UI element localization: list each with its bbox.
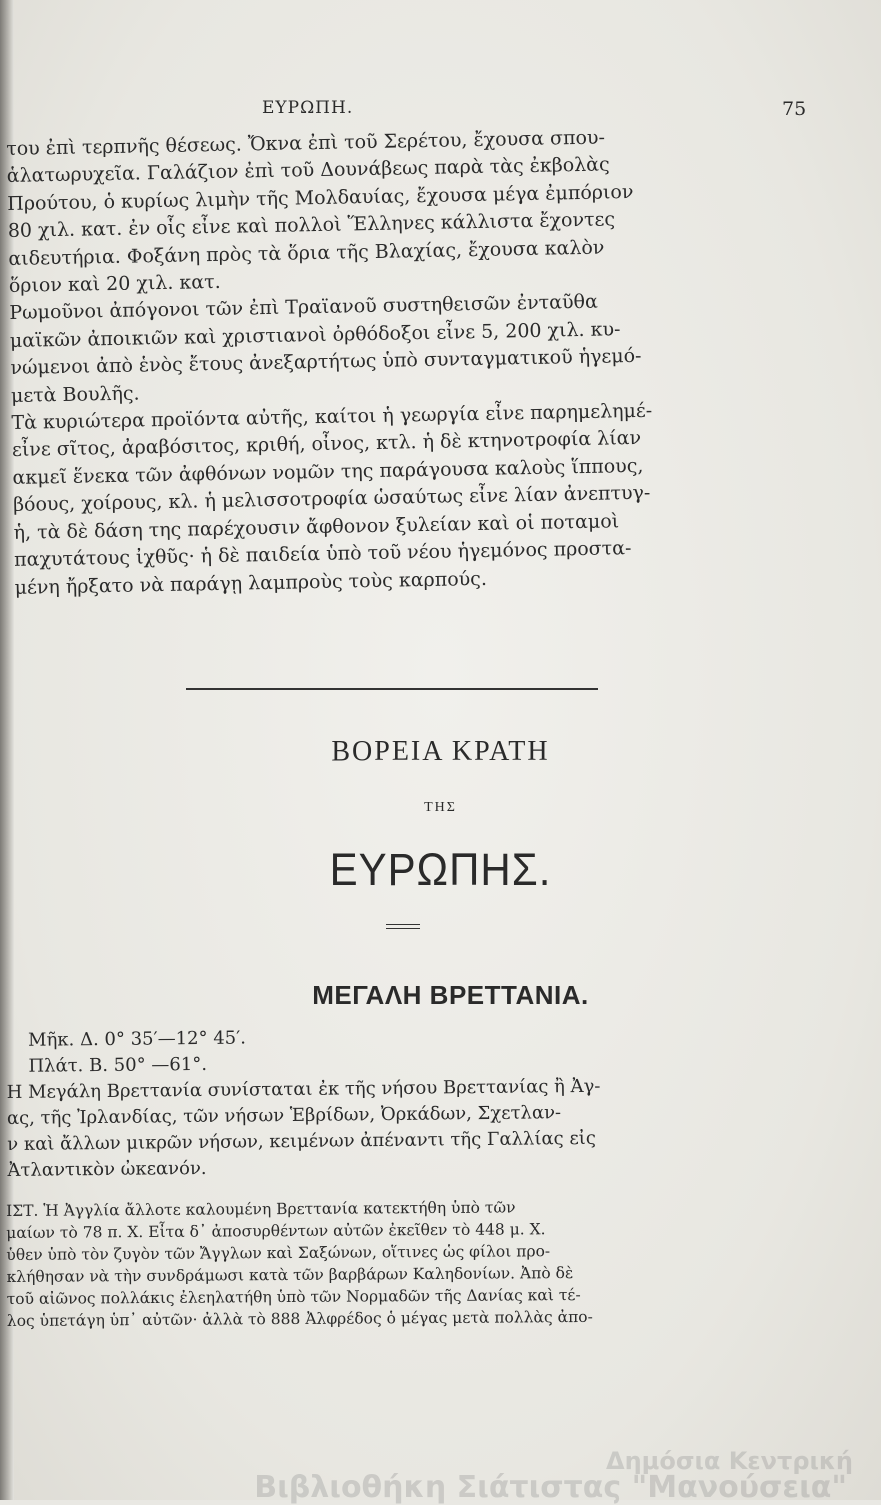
library-watermark-line1: Δημόσια Κεντρική (606, 1447, 853, 1475)
paragraph-history (6, 1195, 697, 1332)
text-line: εἶνε σῖτος, ἀραβόσιτος, κριθή, οἶνος, κτλ. ἡ δὲ κτηνοτροφία λίαν (11, 427, 642, 462)
text-line: Η Μεγάλη Βρεττανία συνίσταται ἐκ τῆς νήσου Βρεττανίας ἢ Ἀγ- (6, 1075, 601, 1103)
text-line: Προύτου, ὁ κυρίως λιμὴν τῆς Μολδαυίας, ἔχουσα μέγα ἐμπόριον (7, 180, 634, 215)
text-line: Πλάτ. Β. 50° —61°. (28, 1053, 208, 1077)
text-line: 80 χιλ. κατ. ἐν οἷς εἶνε καὶ πολλοὶ Ἕλληνες κάλλιστα ἔχοντες (7, 208, 616, 243)
text-line: τοῦ αἰῶνος πολλάκις ἐλεηλατήθη ὑπὸ τῶν Νορμαδῶν τῆς Δανίας καὶ τέ- (6, 1285, 581, 1308)
section-heading-line1: ΒΟΡΕΙΑ ΚΡΑΤΗ (331, 736, 550, 767)
text-line: ας, τῆς Ἰρλανδίας, τῶν νήσων Ἑβρίδων, Ὀρκάδων, Σχετλαν- (6, 1102, 562, 1129)
section-rule-top (186, 688, 598, 690)
text-line: Ρωμοῦνοι ἀπόγονοι τῶν ἐπὶ Τραϊανοῦ συστηθεισῶν ἐνταῦθα (9, 291, 599, 325)
text-line: μετὰ Βουλῆς. (10, 382, 140, 407)
text-line: ακμεῖ ἕνεκα τῶν ἀφθόνων νομῶν της παράγουσα καλοὺς ἵππους, (12, 454, 644, 489)
text-line: ν καὶ ἄλλων μικρῶν νήσων, κειμένων ἀπέναντι τῆς Γαλλίας εἰς (7, 1127, 596, 1155)
text-line: Μῆκ. Δ. 0° 35′—12° 45′. (28, 1027, 247, 1051)
paragraph-romania (6, 123, 705, 602)
text-line: ὑθεν ὑπὸ τὸν ζυγὸν τῶν Ἄγγλων καὶ Σαξώνων, οἵτινες ὡς φίλοι προ- (6, 1242, 551, 1264)
section-heading-line3: ΕΥΡΩΠΗΣ. (329, 844, 552, 895)
library-watermark-line2: Βιβλιοθήκη Σιάτιστας "Μανούσεια" (254, 1470, 847, 1505)
text-line: ΙΣΤ. Ἡ Ἀγγλία ἄλλοτε καλουμένη Βρεττανία κατεκτήθη ὑπὸ τῶν (6, 1198, 516, 1220)
subsection-heading: ΜΕΓΑΛΗ ΒΡΕΤΤΑΝΙΑ. (312, 980, 589, 1010)
text-line: ἁλατωρυχεῖα. Γαλάζιον ἐπὶ τοῦ Δουνάβεως παρὰ τὰς ἐκβολὰς (6, 153, 610, 188)
text-line: μένη ἤρξατο νὰ παράγῃ λαμπροὺς τοὺς καρπούς. (14, 567, 488, 599)
text-line: λος ὑπετάγη ὑπ᾽ αὐτῶν· ἀλλὰ τὸ 888 Ἀλφρέδος ὁ μέγας μετὰ πολλὰς ἀπο- (6, 1307, 593, 1330)
text-line: νώμενοι ἀπὸ ἑνὸς ἔτους ἀνεξαρτήτως ὑπὸ συνταγματικοῦ ἡγεμό- (10, 345, 642, 380)
page-number: 75 (782, 98, 807, 120)
text-line: αιδευτήρια. Φοξάνη πρὸς τὰ ὅρια τῆς Βλαχίας, ἔχουσα καλὸν (8, 236, 605, 270)
text-line: βόους, χοίρους, κλ. ἡ μελισσοτροφία ὡσαύτως εἶνε λίαν ἀνεπτυγ- (12, 481, 651, 517)
section-rule-bottom (386, 924, 420, 925)
paragraph-great-britain (6, 1021, 698, 1184)
text-line: μαϊκῶν ἀποικιῶν καὶ χριστιανοὶ ὀρθόδοξοι εἶνε 5, 200 χιλ. κυ- (9, 318, 621, 352)
text-line: Ἀτλαντικὸν ὠκεανόν. (7, 1157, 207, 1181)
text-line: ὅριον καὶ 20 χιλ. κατ. (8, 270, 221, 298)
text-line: μαίων τὸ 78 π. Χ. Εἶτα δ᾽ ἀποσυρθέντων αὐτῶν ἐκεῖθεν τὸ 448 μ. Χ. (6, 1220, 546, 1242)
text-line: ἡ, τὰ δὲ δάση της παρέχουσιν ἄφθονον ξυλείαν καὶ οἱ ποταμοὶ (13, 509, 620, 544)
text-line: του ἐπὶ τερπνῆς θέσεως. Ὄκνα ἐπὶ τοῦ Σερέτου, ἔχουσα σπου- (6, 126, 606, 160)
text-line: Τὰ κυριώτερα προϊόντα αὐτῆς, καίτοι ἡ γεωργία εἶνε παρημελημέ- (11, 399, 653, 435)
section-rule-bottom-2 (386, 928, 420, 929)
text-line: παχυτάτους ἰχθῦς· ἡ δὲ παιδεία ὑπὸ τοῦ νέου ἡγεμόνος προστα- (13, 537, 632, 572)
text-line: κλήθησαν νὰ τὴν συνδράμωσι κατὰ τῶν βαρβάρων Καληδονίων. Ἀπὸ δὲ (6, 1264, 574, 1286)
running-title: ΕΥΡΩΠΗ. (262, 98, 354, 118)
running-head (0, 98, 881, 124)
section-heading-line2: ΤΗΣ (424, 800, 457, 815)
